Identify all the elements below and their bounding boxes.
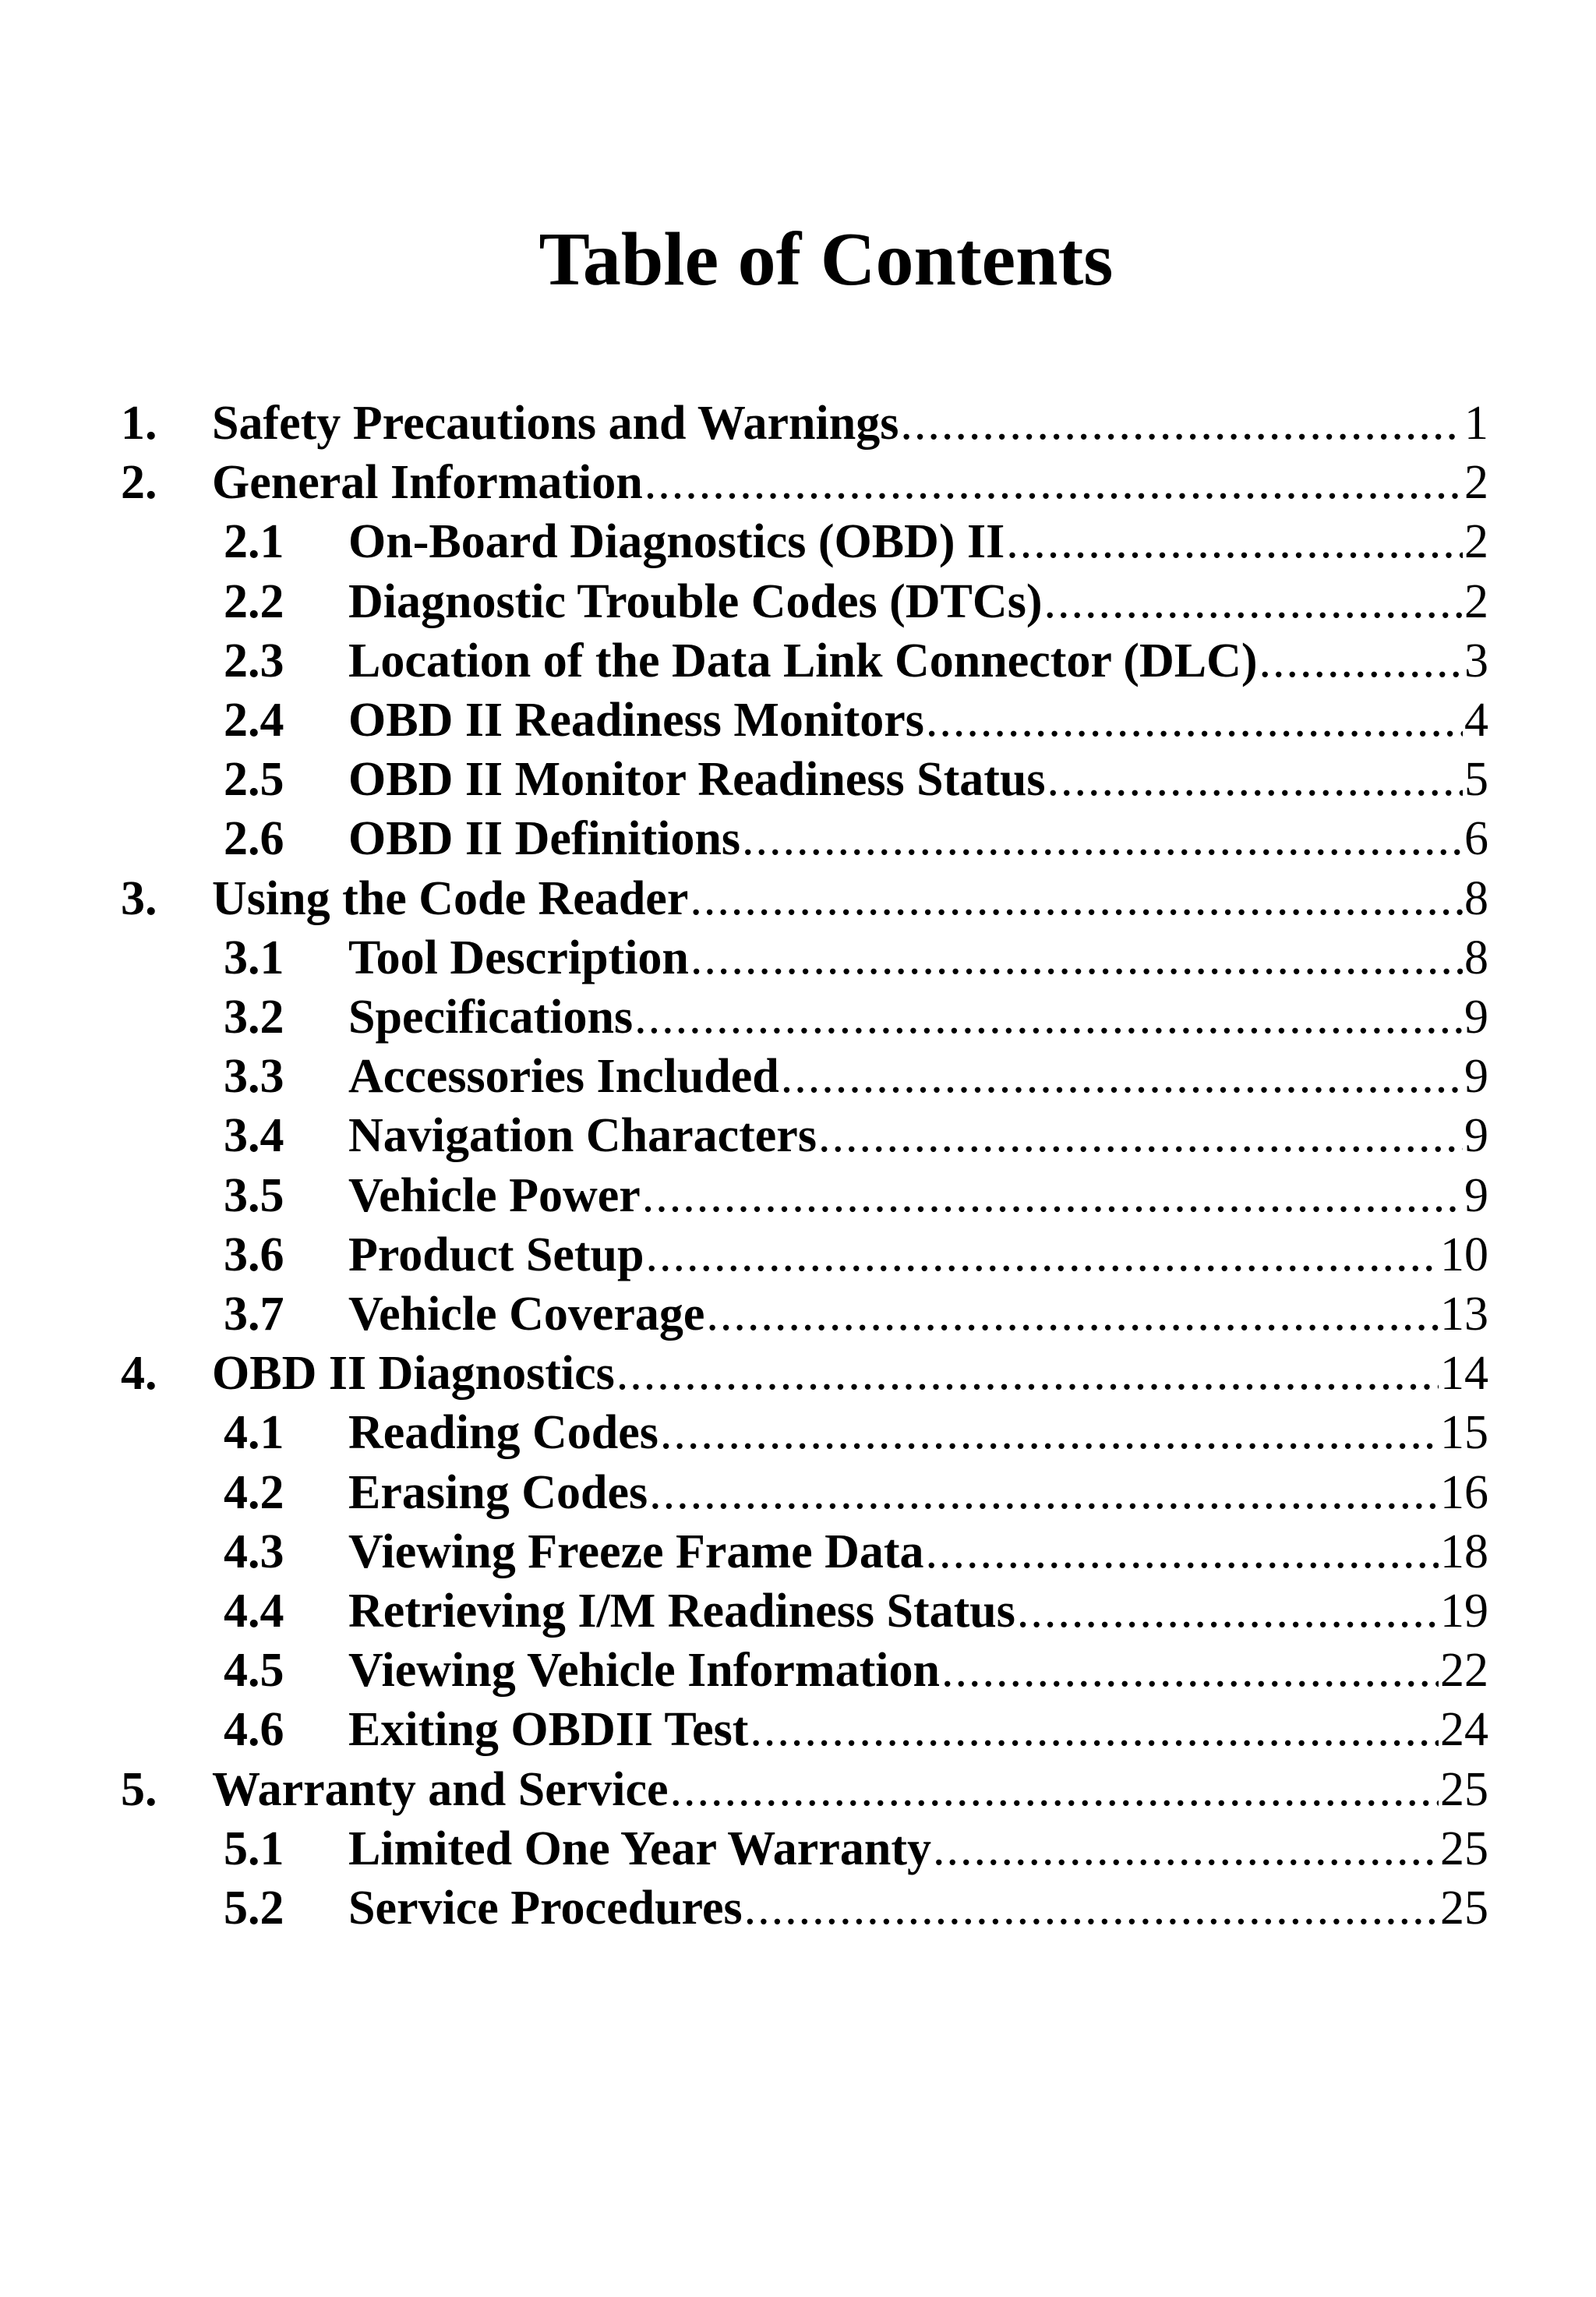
toc-entry-3-3[interactable] <box>224 1047 1488 1106</box>
toc-entry-page: 4 <box>1464 694 1488 747</box>
dot-leader <box>644 453 1463 512</box>
toc-entry-line <box>212 869 1488 928</box>
toc-entry-page: 2 <box>1464 575 1488 628</box>
toc-entry-2-4[interactable] <box>224 691 1488 750</box>
dot-leader <box>933 1819 1439 1878</box>
toc-entry-title: Reading Codes <box>348 1406 659 1459</box>
dot-leader <box>750 1700 1439 1759</box>
toc-entry-number: 2.3 <box>224 634 284 687</box>
toc-entry-number: 4.4 <box>224 1585 284 1638</box>
toc-entry-line <box>348 1700 1488 1759</box>
toc-entry-page: 25 <box>1440 1763 1488 1816</box>
toc-entry-number: 2.4 <box>224 694 284 747</box>
toc-entry-line <box>348 1641 1488 1700</box>
toc-entry-number: 1. <box>121 397 157 450</box>
toc-entry-page: 1 <box>1464 397 1488 450</box>
toc-entry-page: 9 <box>1464 991 1488 1044</box>
toc-entry-title: Tool Description <box>348 931 689 984</box>
toc-entry-number: 4.1 <box>224 1406 284 1459</box>
toc-entry-title: Warranty and Service <box>212 1763 669 1816</box>
toc-entry-page: 18 <box>1440 1525 1488 1578</box>
toc-entry-line <box>348 1522 1488 1581</box>
toc-entry-page: 9 <box>1464 1050 1488 1103</box>
toc-entry-4-3[interactable] <box>224 1522 1488 1581</box>
dot-leader <box>1259 631 1464 691</box>
toc-entry-number: 2.2 <box>224 575 284 628</box>
toc-entry-number: 2.5 <box>224 753 284 806</box>
toc-entry-page: 5 <box>1464 753 1488 806</box>
toc-entry-line <box>348 1285 1488 1344</box>
toc-entry-title: Specifications <box>348 991 634 1044</box>
toc-entry-line <box>348 809 1488 868</box>
toc-entry-line <box>348 631 1488 691</box>
toc-entry-line <box>348 1225 1488 1285</box>
toc-entry-page: 25 <box>1440 1882 1488 1935</box>
dot-leader <box>649 1463 1439 1522</box>
toc-entry-page: 9 <box>1464 1109 1488 1162</box>
dot-leader <box>1006 512 1463 571</box>
toc-entry-2[interactable] <box>121 453 1488 512</box>
toc-entry-title: Using the Code Reader <box>212 872 689 925</box>
dot-leader <box>690 928 1463 988</box>
toc-entry-title: Diagnostic Trouble Codes (DTCs) <box>348 575 1043 628</box>
toc-entry-2-1[interactable] <box>224 512 1488 571</box>
toc-entry-number: 2. <box>121 456 157 509</box>
toc-entry-title: Accessories Included <box>348 1050 779 1103</box>
toc-entry-3-5[interactable] <box>224 1166 1488 1225</box>
toc-entry-title: Location of the Data Link Connector (DLC) <box>348 634 1258 687</box>
toc-entry-number: 3.5 <box>224 1169 284 1222</box>
toc-entry-line <box>348 1047 1488 1106</box>
toc-entry-line <box>348 928 1488 988</box>
toc-entry-number: 3.3 <box>224 1050 284 1103</box>
toc-entry-page: 22 <box>1440 1644 1488 1697</box>
toc-entry-title: Navigation Characters <box>348 1109 817 1162</box>
toc-entry-line <box>348 1463 1488 1522</box>
toc-entry-3[interactable] <box>121 869 1488 928</box>
toc-entry-title: Viewing Vehicle Information <box>348 1644 940 1697</box>
toc-entry-page: 16 <box>1440 1466 1488 1519</box>
toc-entry-line <box>348 1819 1488 1878</box>
toc-entry-3-7[interactable] <box>224 1285 1488 1344</box>
toc-entry-3-4[interactable] <box>224 1106 1488 1165</box>
toc-entry-page: 24 <box>1440 1703 1488 1756</box>
toc-entry-page: 8 <box>1464 872 1488 925</box>
toc-entry-4-1[interactable] <box>224 1403 1488 1462</box>
toc-entry-title: Safety Precautions and Warnings <box>212 397 899 450</box>
dot-leader <box>744 1878 1439 1938</box>
toc-entry-number: 2.6 <box>224 812 284 865</box>
toc-entry-number: 3.4 <box>224 1109 284 1162</box>
toc-entry-line <box>212 453 1488 512</box>
toc-entry-number: 3.1 <box>224 931 284 984</box>
toc-entry-page: 14 <box>1440 1347 1488 1400</box>
toc-entry-4-4[interactable] <box>224 1581 1488 1641</box>
toc-entry-5-1[interactable] <box>224 1819 1488 1878</box>
toc-entry-number: 4.3 <box>224 1525 284 1578</box>
toc-entry-line <box>348 1403 1488 1462</box>
toc-entry-title: Exiting OBDII Test <box>348 1703 749 1756</box>
toc-entry-line <box>348 512 1488 571</box>
toc-entry-title: OBD II Readiness Monitors <box>348 694 924 747</box>
toc-entry-1[interactable] <box>121 394 1488 453</box>
dot-leader <box>634 988 1463 1047</box>
toc-entry-line <box>348 1166 1488 1225</box>
toc-entry-3-1[interactable] <box>224 928 1488 988</box>
dot-leader <box>616 1344 1439 1403</box>
dot-leader <box>926 691 1463 750</box>
toc-entry-number: 4.2 <box>224 1466 284 1519</box>
toc-entry-title: OBD II Definitions <box>348 812 740 865</box>
toc-entry-title: Service Procedures <box>348 1882 743 1935</box>
toc-entry-page: 6 <box>1464 812 1488 865</box>
dot-leader <box>941 1641 1439 1700</box>
toc-entry-line <box>212 394 1488 453</box>
toc-entry-5-2[interactable] <box>224 1878 1488 1938</box>
toc-entry-4-6[interactable] <box>224 1700 1488 1759</box>
toc-entry-page: 25 <box>1440 1822 1488 1875</box>
dot-leader <box>646 1225 1439 1285</box>
toc-entry-title: Product Setup <box>348 1228 644 1281</box>
toc-entry-number: 5. <box>121 1763 157 1816</box>
toc-entry-3-2[interactable] <box>224 988 1488 1047</box>
toc-entry-line <box>212 1344 1488 1403</box>
page-title: Table of Contents <box>538 217 1114 302</box>
toc-entry-title: Limited One Year Warranty <box>348 1822 931 1875</box>
toc-entry-2-2[interactable] <box>224 572 1488 631</box>
toc-entry-4-5[interactable] <box>224 1641 1488 1700</box>
toc-entry-line <box>348 691 1488 750</box>
toc-entry-number: 3.7 <box>224 1288 284 1341</box>
dot-leader <box>818 1106 1463 1165</box>
toc-entry-number: 4.6 <box>224 1703 284 1756</box>
dot-leader <box>1017 1581 1439 1641</box>
toc-entry-number: 5.2 <box>224 1882 284 1935</box>
dot-leader <box>900 394 1463 453</box>
toc-entry-number: 2.1 <box>224 515 284 568</box>
toc-entry-3-6[interactable] <box>224 1225 1488 1285</box>
toc-entry-2-6[interactable] <box>224 809 1488 868</box>
toc-entry-line <box>212 1760 1488 1819</box>
toc-entry-line <box>348 1581 1488 1641</box>
toc-entry-title: Retrieving I/M Readiness Status <box>348 1585 1015 1638</box>
toc-entry-title: Viewing Freeze Frame Data <box>348 1525 924 1578</box>
toc-entry-number: 3.6 <box>224 1228 284 1281</box>
dot-leader <box>642 1166 1463 1225</box>
toc-entry-page: 19 <box>1440 1585 1488 1638</box>
toc-entry-4-2[interactable] <box>224 1463 1488 1522</box>
toc-entry-number: 4. <box>121 1347 157 1400</box>
dot-leader <box>690 869 1463 928</box>
toc-entry-title: OBD II Diagnostics <box>212 1347 615 1400</box>
dot-leader <box>742 809 1463 868</box>
toc-entry-line <box>348 1878 1488 1938</box>
toc-entry-line <box>348 572 1488 631</box>
toc-entry-title: Vehicle Coverage <box>348 1288 705 1341</box>
toc-entry-title: On-Board Diagnostics (OBD) II <box>348 515 1005 568</box>
dot-leader <box>1043 572 1463 631</box>
toc-entry-2-5[interactable] <box>224 750 1488 809</box>
toc-entry-number: 4.5 <box>224 1644 284 1697</box>
dot-leader <box>1047 750 1463 809</box>
toc-entry-page: 3 <box>1464 634 1488 687</box>
toc-entry-page: 8 <box>1464 931 1488 984</box>
toc-entry-5[interactable] <box>121 1760 1488 1819</box>
dot-leader <box>670 1760 1439 1819</box>
toc-entry-page: 2 <box>1464 515 1488 568</box>
toc-entry-title: OBD II Monitor Readiness Status <box>348 753 1046 806</box>
toc-entry-line <box>348 1106 1488 1165</box>
toc-entry-page: 2 <box>1464 456 1488 509</box>
toc-entry-page: 9 <box>1464 1169 1488 1222</box>
toc-entry-title: Erasing Codes <box>348 1466 648 1519</box>
toc-entry-line <box>348 988 1488 1047</box>
dot-leader <box>781 1047 1463 1106</box>
toc-entry-number: 3. <box>121 872 157 925</box>
toc-entry-page: 13 <box>1440 1288 1488 1341</box>
toc-entry-4[interactable] <box>121 1344 1488 1403</box>
dot-leader <box>926 1522 1439 1581</box>
toc-entry-page: 10 <box>1440 1228 1488 1281</box>
toc-entry-line <box>348 750 1488 809</box>
dot-leader <box>706 1285 1439 1344</box>
toc-entry-title: General Information <box>212 456 643 509</box>
toc-entry-page: 15 <box>1440 1406 1488 1459</box>
toc-entry-number: 5.1 <box>224 1822 284 1875</box>
toc-entry-number: 3.2 <box>224 991 284 1044</box>
toc-entry-title: Vehicle Power <box>348 1169 641 1222</box>
dot-leader <box>660 1403 1439 1462</box>
toc-entry-2-3[interactable] <box>224 631 1488 691</box>
